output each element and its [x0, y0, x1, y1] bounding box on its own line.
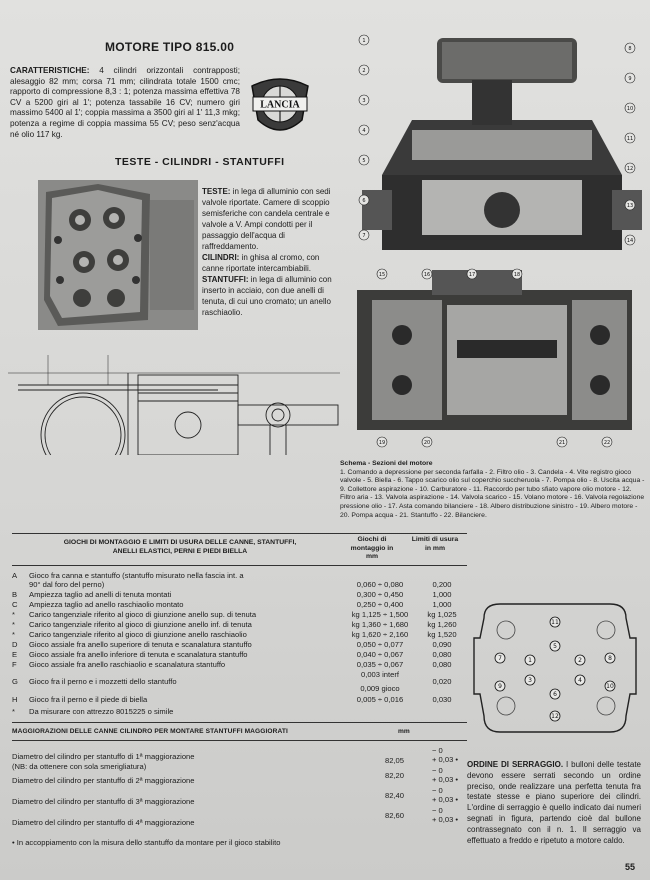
table-row: D Gioco assiale fra anello superiore di tenuta e scanalatura stantuffo 0,050 ÷ 0,077 0,090 — [12, 640, 452, 649]
page-title: MOTORE TIPO 815.00 — [105, 40, 235, 54]
spec-label: CARATTERISTICHE: — [10, 66, 90, 75]
table-row: * Da misurare con attrezzo 8015225 o simile — [12, 707, 174, 716]
maggiorazioni-unit: mm — [398, 728, 410, 735]
engine-cross-section-lower — [357, 270, 632, 430]
engine-legend — [340, 460, 645, 520]
table-row: 90° dal foro del perno) 0,060 ÷ 0,080 0,200 — [29, 580, 452, 589]
table-header-rule — [12, 565, 467, 566]
bolt-number: 7 — [498, 655, 502, 662]
bolt-number: 1 — [528, 657, 532, 664]
maggiorazione-row: Diametro del cilindro per stantuffo di 3ª maggiorazione 82,40 − 0 + 0,03 • — [12, 786, 459, 806]
engine-section-drawings — [352, 30, 644, 455]
callout-number: 2 — [362, 68, 366, 74]
stantuffi-text: in lega di alluminio con inserto in acciaio, con due anelli di tenuta, di cui uno cromato; un anello raschiaolio. — [202, 275, 332, 317]
teste-text: in lega di alluminio con sedi valvole riportate. Camere di scoppio semisferiche con candela centrale e valvole a V. Ampi condotti per il passaggio dell'acqua di raffreddamento. — [202, 187, 331, 251]
engine-cross-section-upper — [362, 38, 642, 250]
tightening-order-body: I bulloni delle testate devono essere serrati secondo un ordine preciso, onde realizzare una perfetta tenuta fra testate stesse e piano superiore dei cilindri. L'ordine di serraggio è quello indicato dai numeri segnati in figura, partendo cioè dal bullone contrassegnato con il n. 1. Il serraggio va effettuato a freddo e ripetuto a motore caldo. — [467, 760, 641, 845]
tightening-order-label: ORDINE DI SERRAGGIO. — [467, 760, 564, 769]
spec-text: 4 cilindri orizzontali contrapposti; alesaggio 82 mm; corsa 71 mm; cilindrata totale 1500 cmc; rapporto di compressione 8,3 : 1; potenza massima effettiva 78 CV a 5200 giri al 1'; potenza tassabile 16 CV; numero giri massimo 5400 al 1'; coppia massima a 3500 giri al 1' 11,3 mkg; potenza a regime di coppia massima 55 CV; peso senz'acqua né olio 117 kg. — [10, 66, 240, 139]
table-row: * Carico tangenziale riferito al gioco di giunzione anello sup. di tenuta kg 1,125 ÷ 1,500 kg 1,025 — [12, 610, 457, 619]
teste-label: TESTE: — [202, 187, 231, 196]
head-bolt-tightening-diagram — [470, 598, 640, 738]
callout-number: 1 — [362, 38, 366, 44]
callout-number: 19 — [378, 440, 386, 446]
table-row: A Gioco fra canna e stantuffo (stantuffo misurato nella fascia int. a — [12, 571, 244, 580]
table-row: C Ampiezza taglio ad anello raschiaolio montato 0,250 ÷ 0,400 1,000 — [12, 600, 452, 609]
bolt-number: 12 — [551, 713, 559, 720]
table-row: * Carico tangenziale riferito al gioco di giunzione anello inf. di tenuta kg 1,360 ÷ 1,680 kg 1,260 — [12, 620, 457, 629]
callout-number: 13 — [626, 203, 634, 209]
callout-number: 11 — [626, 136, 634, 142]
bolt-number: 11 — [551, 619, 559, 626]
lancia-logo — [246, 74, 314, 138]
column-header-usura: Limiti di usura in mm — [411, 536, 459, 552]
bolt-number: 10 — [606, 683, 614, 690]
table-row: F Gioco assiale fra anello raschiaolio e scanalatura stantuffo 0,035 ÷ 0,067 0,080 — [12, 660, 452, 669]
maggiorazione-row: Diametro del cilindro per stantuffo di 4ª maggiorazione 82,60 − 0 + 0,03 • — [12, 806, 459, 827]
column-header-montaggio: Giochi di montaggio in mm — [350, 536, 394, 560]
legend-title: Schema - Sezioni del motore — [340, 460, 433, 467]
callout-number: 3 — [362, 98, 366, 104]
table-row: B Ampiezza taglio ad anelli di tenuta montati 0,300 ÷ 0,450 1,000 — [12, 590, 452, 599]
table-row: 0,003 interf — [361, 670, 399, 679]
table-top-rule — [12, 533, 467, 534]
maggiorazione-row: Diametro del cilindro per stantuffo di 2ª maggiorazione 82,20 − 0 + 0,03 • — [12, 766, 459, 785]
callout-number: 18 — [513, 272, 521, 278]
bolt-number: 8 — [608, 655, 612, 662]
callout-number: 12 — [626, 166, 634, 172]
cylinder-head-photo — [38, 180, 198, 330]
table-row: E Gioco assiale fra anello inferiore di tenuta e scanalatura stantuffo 0,040 ÷ 0,067 0,080 — [12, 650, 452, 659]
table-row: G Gioco fra il perno e i mozzetti dello stantuffo 0,020 — [12, 677, 452, 686]
tightening-order-text — [467, 760, 641, 846]
table-row: 0,009 gioco — [360, 684, 400, 693]
engine-specifications — [10, 66, 240, 140]
bolt-number: 4 — [578, 677, 582, 684]
callout-number: 22 — [603, 440, 611, 446]
table-row: H Gioco fra il perno e il piede di biella 0,005 ÷ 0,016 0,030 — [12, 695, 452, 704]
logo-text: LANCIA — [260, 99, 300, 111]
bolt-number: 6 — [553, 691, 557, 698]
section-title: TESTE - CILINDRI - STANTUFFI — [115, 156, 285, 168]
callout-number: 4 — [362, 128, 366, 134]
maggiorazione-row: Diametro del cilindro per stantuffo di 1ª maggiorazione (NB: da ottenere con sola smerigliatura) 82,05 − 0 + 0,03 • — [12, 746, 459, 771]
legend-text: 1. Comando a depressione per seconda farfalla - 2. Filtro olio - 3. Candela - 4. Vite registro gioco valvole - 5. Biella - 6. Tappo scarico olio sul coperchio succheruola - 7. Pompa olio - 8. Uscita acqua - 9. Collettore aspirazione - 10. Carburatore - 11. Raccordo per tubo sfiato vapore olio motore - 12. Filtro aria - 13. Valvola aspirazione - 14. Valvola scarico - 15. Volano motore - 16. Valvola regolazione pressione olio - 17. Asta comando bilanciere - 18. Albero distribuzione sinistro - 19. Albero motore - 20. Pompa acqua - 21. Stantuffo - 22. Bilanciere. — [340, 468, 645, 519]
stantuffi-label: STANTUFFI: — [202, 275, 249, 284]
maggiorazioni-top-rule — [12, 722, 467, 723]
bolt-number: 9 — [498, 683, 502, 690]
bolt-number: 3 — [528, 677, 532, 684]
bolt-number: 5 — [553, 643, 557, 650]
callout-number: 16 — [423, 272, 431, 278]
callout-number: 6 — [362, 198, 366, 204]
cilindri-text: in ghisa al cromo, con canne riportate intercambiabili. — [202, 253, 320, 273]
page-number: 55 — [625, 862, 636, 872]
callout-number: 8 — [628, 46, 632, 52]
piston-clearance-diagram — [8, 355, 340, 455]
maggiorazioni-footnote: • In accoppiamento con la misura dello stantuffo da montare per il gioco stabilito — [12, 838, 281, 847]
callout-number: 14 — [626, 238, 634, 244]
table-row: * Carico tangenziale riferito al gioco di giunzione anello raschiaolio kg 1,620 ÷ 2,160 kg 1,520 — [12, 630, 457, 639]
maggiorazioni-header-rule — [12, 740, 467, 741]
callout-number: 15 — [378, 272, 386, 278]
callout-number: 9 — [628, 76, 632, 82]
clearance-table-title: GIOCHI DI MONTAGGIO E LIMITI DI USURA DELLE CANNE, STANTUFFI, ANELLI ELASTICI, PERNI E PIEDI BIELLA — [63, 539, 297, 555]
callout-number: 20 — [423, 440, 431, 446]
callout-number: 7 — [362, 233, 366, 239]
bolt-number: 2 — [578, 657, 582, 664]
cilindri-label: CILINDRI: — [202, 253, 240, 262]
callout-number: 17 — [468, 272, 476, 278]
maggiorazioni-title: MAGGIORAZIONI DELLE CANNE CILINDRO PER MONTARE STANTUFFI MAGGIORATI — [12, 728, 288, 735]
callout-number: 21 — [558, 440, 566, 446]
callout-number: 10 — [626, 106, 634, 112]
parts-description — [202, 186, 334, 318]
callout-number: 5 — [362, 158, 366, 164]
